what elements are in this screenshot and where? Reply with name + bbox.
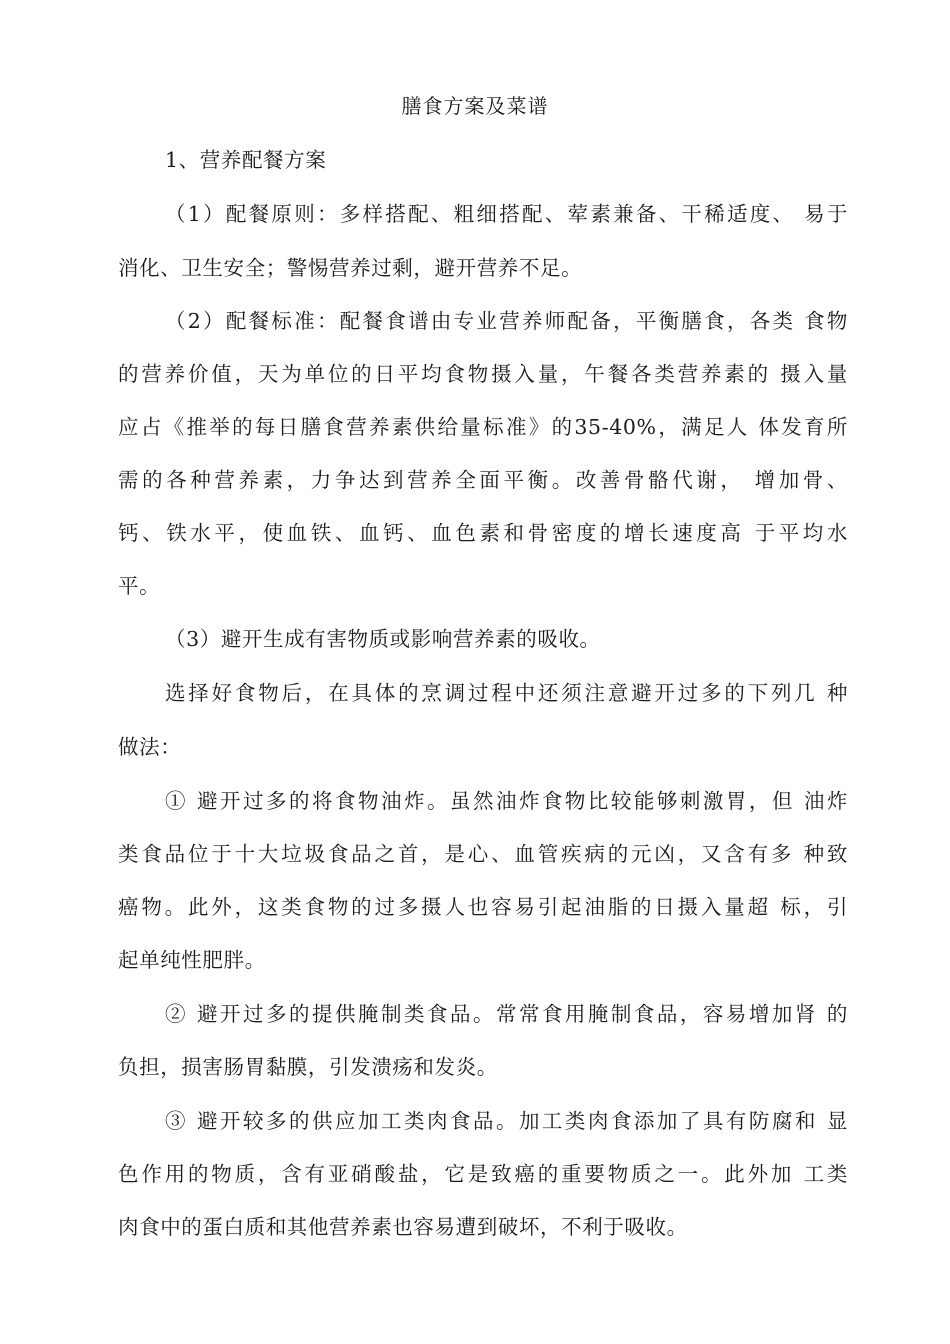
paragraph-line: （3）避开生成有害物质或影响营养素的吸收。 bbox=[165, 627, 601, 651]
paragraph-line: （1）配餐原则：多样搭配、粗细搭配、荤素兼备、干稀适度、 易于 bbox=[165, 202, 848, 226]
paragraph-line: 消化、卫生安全；警惕营养过剩，避开营养不足。 bbox=[118, 256, 583, 280]
paragraph-line: ③ 避开较多的供应加工类肉食品。加工类肉食添加了具有防腐和 显 bbox=[165, 1109, 848, 1133]
paragraph-line: 钙、铁水平，使血铁、血钙、血色素和骨密度的增长速度高 于平均水 bbox=[118, 521, 848, 545]
paragraph-line: 起单纯性肥胖。 bbox=[118, 948, 266, 972]
paragraph-line: ② 避开过多的提供腌制类食品。常常食用腌制食品，容易增加肾 的 bbox=[165, 1002, 848, 1026]
paragraph-line: 选择好食物后，在具体的烹调过程中还须注意避开过多的下列几 种 bbox=[165, 681, 848, 705]
paragraph-line: 做法： bbox=[118, 735, 182, 759]
paragraph-line: （2）配餐标准：配餐食谱由专业营养师配备，平衡膳食，各类 食物 bbox=[165, 309, 848, 333]
paragraph-line: 应占《推举的每日膳食营养素供给量标准》的35-40%，满足人 体发育所 bbox=[118, 415, 848, 439]
paragraph-line: 负担，损害肠胃黏膜，引发溃疡和发炎。 bbox=[118, 1055, 498, 1079]
paragraph-line: 肉食中的蛋白质和其他营养素也容易遭到破坏，不利于吸收。 bbox=[118, 1215, 688, 1239]
document-title: 膳食方案及菜谱 bbox=[401, 94, 549, 118]
paragraph-line: 的营养价值，天为单位的日平均食物摄入量，午餐各类营养素的 摄入量 bbox=[118, 362, 848, 386]
paragraph-line: ① 避开过多的将食物油炸。虽然油炸食物比较能够刺激胃，但 油炸 bbox=[165, 789, 848, 813]
paragraph-line: 类食品位于十大垃圾食品之首，是心、血管疾病的元凶，又含有多 种致 bbox=[118, 842, 848, 866]
paragraph-line: 色作用的物质，含有亚硝酸盐，它是致癌的重要物质之一。此外加 工类 bbox=[118, 1162, 848, 1186]
section-heading: 1、营养配餐方案 bbox=[165, 148, 327, 172]
paragraph-line: 平。 bbox=[118, 574, 161, 598]
paragraph-line: 癌物。此外，这类食物的过多摄人也容易引起油脂的日摄入量超 标，引 bbox=[118, 895, 848, 919]
paragraph-line: 需的各种营养素，力争达到营养全面平衡。改善骨骼代谢， 增加骨、 bbox=[118, 468, 848, 492]
